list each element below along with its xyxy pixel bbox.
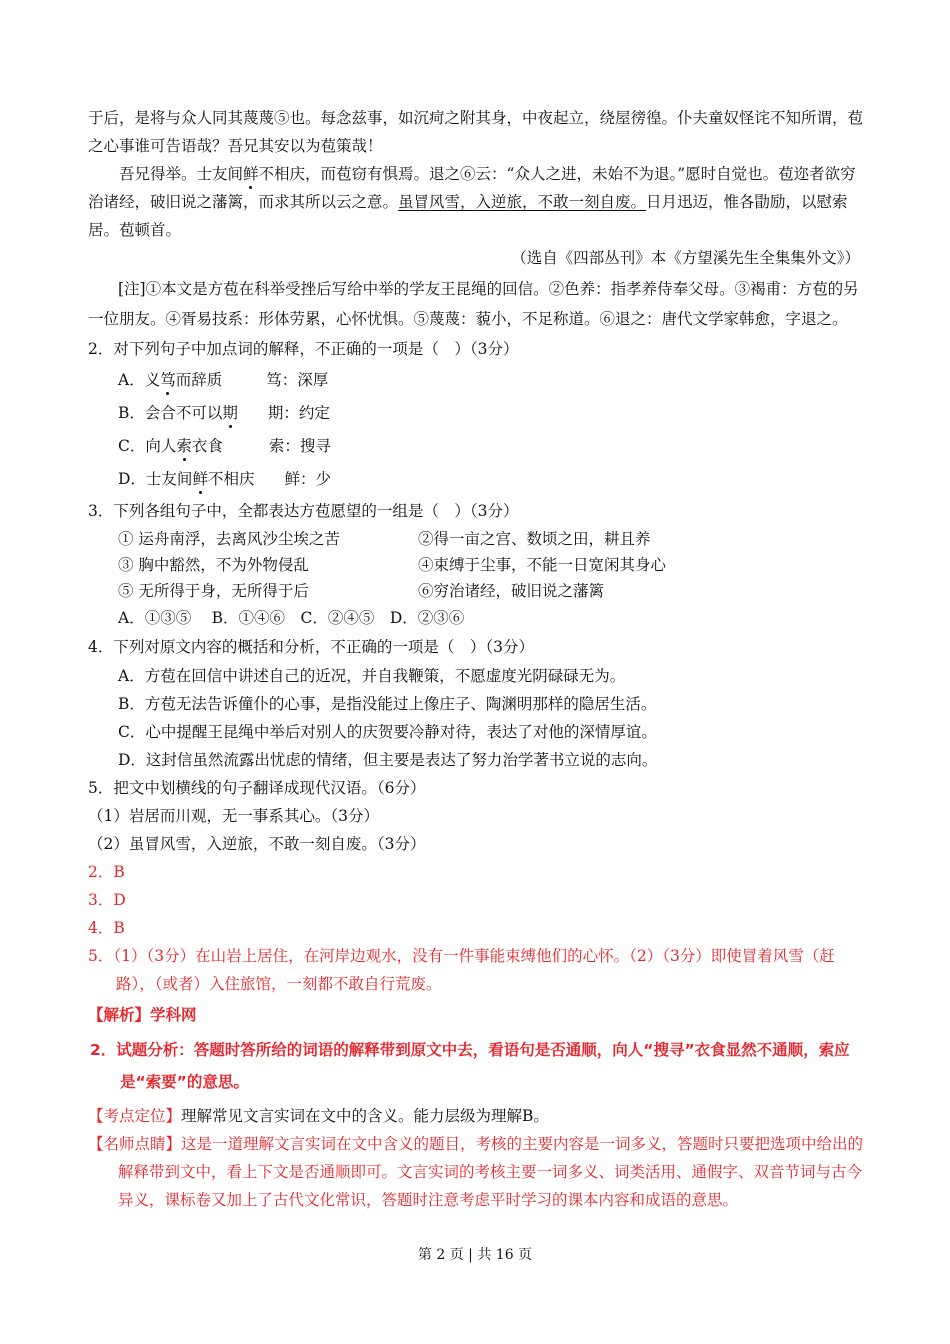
test-point xyxy=(88,1102,868,1130)
question-5-sub-1: （1）岩居而川观，无一事系其心。（3分） xyxy=(88,807,379,825)
dotted-word: 鲜 xyxy=(192,470,208,488)
analysis-heading: 【解析】学科网 xyxy=(88,1006,197,1024)
question-3-choices: A．①③⑤ B．①④⑥ C．②④⑤ D．②③⑥ xyxy=(118,609,465,627)
dotted-word: 索 xyxy=(176,437,192,455)
teacher-tip xyxy=(88,1130,868,1214)
question-3-item: ① 运舟南浮，去离风沙尘埃之苦 xyxy=(118,530,340,548)
teacher-tip-text: 这是一道理解文言实词在文中含义的题目，考核的主要内容是一词多义，答题时只要把选项中给出的解释带到文中，看上下文是否通顺即可。文言实词的考核主要一词多义、词类活用、通假字、双音节词与古今异义，课标卷又加上了古代文化常识，答题时注意考虑平时学习的课本内容和成语的意思。 xyxy=(118,1135,864,1209)
passage-paragraph-1: 于后，是将与众人同其蔑蔑⑤也。每念兹事，如沉疴之附其身，中夜起立，绕屋徬徨。仆夫童奴怪诧不知所谓，苞之心事谁可告语哉？吾兄其安以为苞策哉！ xyxy=(88,109,864,155)
question-3-item: ⑤ 无所得于身，无所得于后 xyxy=(118,582,309,600)
underlined-sentence: 虽冒风雪，入逆旅，不敢一刻自废。 xyxy=(398,193,647,211)
question-4-option-a: A．方苞在回信中讲述自己的近况，并自我鞭策，不愿虚度光阴碌碌无为。 xyxy=(118,667,626,685)
question-2-option-b: B．会合不可以期 期：约定 xyxy=(118,404,330,422)
test-point-tag: 【考点定位】 xyxy=(88,1107,182,1125)
document-page xyxy=(88,104,868,1214)
page-footer: 第 2 页 | 共 16 页 xyxy=(417,1247,533,1263)
answer-5: 5．（1）（3分）在山岩上居住，在河岸边观水，没有一件事能束缚他们的心怀。（2）（3分）即使冒着风雪（赶路），（或者）入住旅馆，一刻都不敢自行荒废。 xyxy=(88,947,835,993)
answer-4: 4．B xyxy=(88,919,125,937)
question-2-stem: 2．对下列句子中加点词的解释，不正确的一项是（ ）（3分） xyxy=(88,340,519,358)
question-4-option-c: C．心中提醒王昆绳中举后对别人的庆贺要冷静对待，表达了对他的深情厚谊。 xyxy=(118,723,657,741)
question-2-option-d: D．士友间鲜不相庆 鲜：少 xyxy=(118,470,331,488)
question-3-item: ⑥穷治诸经，破旧说之藩篱 xyxy=(418,582,605,600)
test-point-text: 理解常见文言实词在文中的含义。能力层级为理解B。 xyxy=(181,1107,549,1125)
dotted-word: 鲜 xyxy=(243,165,259,183)
dotted-word: 笃 xyxy=(160,371,176,389)
passage-source: （选自《四部丛刊》本《方望溪先生全集集外文》） xyxy=(511,249,860,267)
analysis-text: 2．试题分析：答题时答所给的词语的解释带到原文中去，看语句是否通顺，向人“搜寻”衣食显然不通顺，索应是“索要”的意思。 xyxy=(90,1041,850,1091)
question-2-options xyxy=(88,364,868,496)
question-2-option-a: A．义笃而辞质 笃：深厚 xyxy=(118,371,329,389)
question-4-option-d: D．这封信虽然流露出忧虑的情绪，但主要是表达了努力治学著书立说的志向。 xyxy=(118,751,658,769)
question-3-item: ④束缚于尘事，不能一日宽闲其身心 xyxy=(418,556,667,574)
question-3-stem: 3．下列各组句子中，全都表达方苞愿望的一组是（ ）（3分） xyxy=(88,502,519,520)
question-3-items xyxy=(118,526,868,604)
question-4-stem: 4．下列对原文内容的概括和分析，不正确的一项是（ ）（3分） xyxy=(88,638,534,656)
teacher-tip-tag: 【名师点睛】 xyxy=(88,1135,182,1153)
question-2-option-c: C．向人索衣食 索：搜寻 xyxy=(118,437,331,455)
question-5-stem: 5．把文中划横线的句子翻译成现代汉语。（6分） xyxy=(88,779,426,797)
answer-2: 2．B xyxy=(88,863,125,881)
answer-3: 3．D xyxy=(88,891,126,909)
question-5-sub-2: （2）虽冒风雪，入逆旅，不敢一刻自废。（3分） xyxy=(88,835,426,853)
question-3-item: ③ 胸中豁然，不为外物侵乱 xyxy=(118,556,309,574)
passage-paragraph-2: 吾兄得举。士友间鲜不相庆，而苞窃有惧焉。退之⑥云：“众人之进，未始不为退。”愿时自觉也。苞迩者欲穷治诸经，破旧说之藩篱，而求其所以云之意。虽冒风雪，入逆旅，不敢一刻自废。日月迅迈，惟各勖励，以慰索居。苞顿首。 xyxy=(88,165,856,239)
annotation-note: [注]①本文是方苞在科举受挫后写给中举的学友王昆绳的回信。②色养：指孝养侍奉父母。③褐甫：方苞的另一位朋友。④胥易技系：形体劳累，心怀忧惧。⑤蔑蔑：藐小，不足称道。⑥退之：唐代文学家韩愈，字退之。 xyxy=(88,280,859,328)
question-4-option-b: B．方苞无法告诉僮仆的心事，是指没能过上像庄子、陶渊明那样的隐居生活。 xyxy=(118,695,657,713)
question-3-item: ②得一亩之宫、数顷之田，耕且养 xyxy=(418,530,651,548)
dotted-word: 期 xyxy=(222,404,238,422)
